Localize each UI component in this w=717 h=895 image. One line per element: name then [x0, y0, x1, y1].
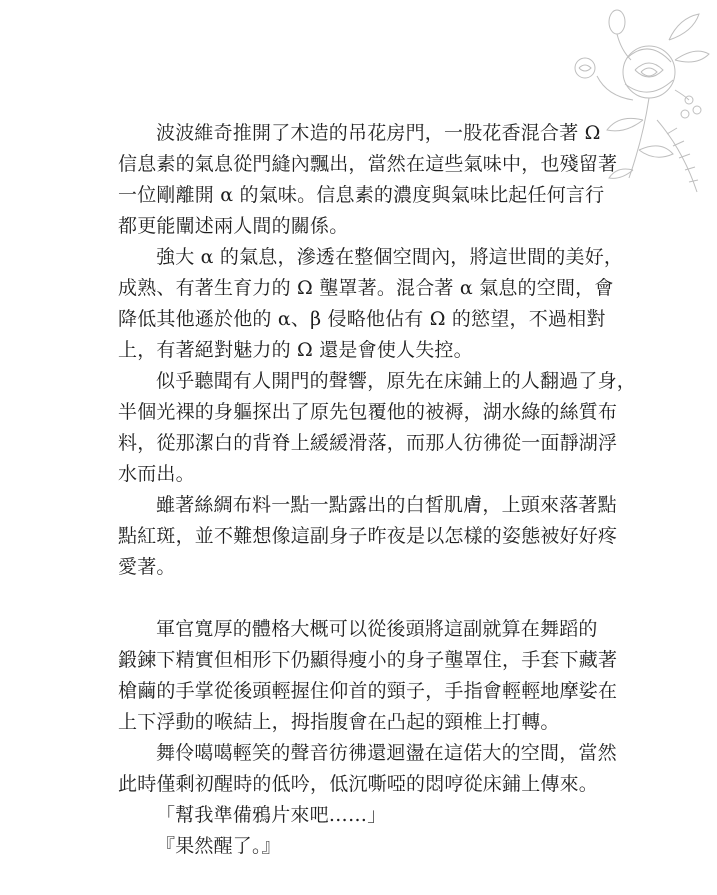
text-line: 水而出。: [118, 463, 195, 485]
text-line: 槍繭的手掌從後頭輕握住仰首的頸子，手指會輕輕地摩娑在: [118, 680, 618, 702]
text-line: 點紅斑，並不難想像這副身子昨夜是以怎樣的姿態被好好疼: [118, 525, 618, 547]
dialogue-line: 『果然醒了。』: [156, 835, 281, 857]
text-line: 似乎聽聞有人開門的聲響，原先在床鋪上的人翻過了身，: [156, 370, 637, 392]
text-line: 上下浮動的喉結上，拇指腹會在凸起的頸椎上打轉。: [118, 711, 560, 733]
text-line: 降低其他遜於他的 α、β 侵略他佔有 Ω 的慾望，不過相對: [118, 308, 606, 330]
text-line: 雖著絲綢布料一點一點露出的白皙肌膚，上頭來落著點: [156, 494, 617, 516]
body-text: [118, 118, 638, 862]
text-line: 波波維奇推開了木造的吊花房門，一股花香混合著 Ω: [156, 122, 601, 144]
dialogue-line: 「幫我準備鴉片來吧……」: [156, 804, 387, 826]
text-line: 一位剛離開 α 的氣味。信息素的濃度與氣味比起任何言行: [118, 184, 605, 206]
text-line: 軍官寬厚的體格大概可以從後頭將這副就算在舞蹈的: [156, 618, 598, 640]
text-line: 舞伶噶噶輕笑的聲音彷彿還迴盪在這偌大的空間，當然: [156, 742, 617, 764]
text-line: 上，有著絕對魅力的 Ω 還是會使人失控。: [118, 339, 473, 361]
section-break: [118, 583, 638, 614]
text-line: 愛著。: [118, 556, 176, 578]
text-line: 信息素的氣息從門縫內飄出，當然在這些氣味中，也殘留著: [118, 153, 618, 175]
text-line: 半個光裸的身軀探出了原先包覆他的被褥，湖水綠的絲質布: [118, 401, 618, 423]
text-line: 料，從那潔白的背脊上緩緩滑落，而那人彷彿從一面靜湖浮: [118, 432, 618, 454]
text-line: 強大 α 的氣息，滲透在整個空間內，將這世間的美好，: [156, 246, 624, 268]
text-line: 成熟、有著生育力的 Ω 壟罩著。混合著 α 氣息的空間，會: [118, 277, 614, 299]
text-line: 此時僅剩初醒時的低吟，低沉嘶啞的悶哼從床鋪上傳來。: [118, 773, 599, 795]
text-line: 都更能闡述兩人間的關係。: [118, 215, 349, 237]
text-line: 鍛鍊下精實但相形下仍顯得瘦小的身子壟罩住，手套下藏著: [118, 649, 618, 671]
